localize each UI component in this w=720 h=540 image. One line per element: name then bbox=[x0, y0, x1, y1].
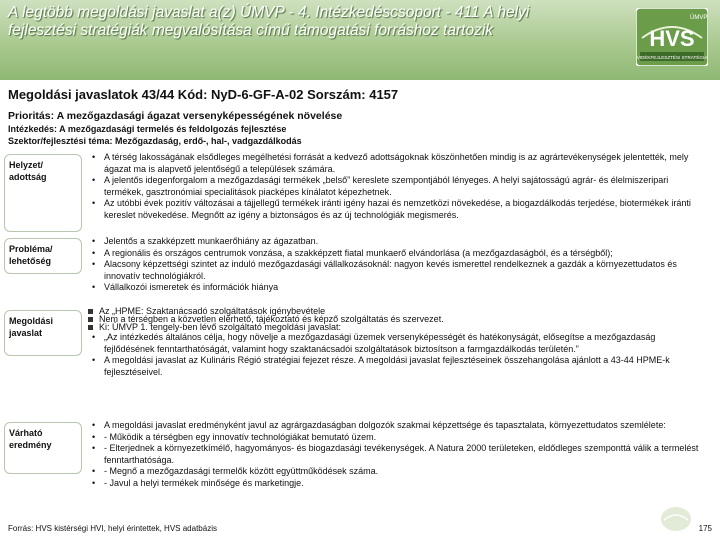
proposal-list bbox=[92, 332, 704, 378]
measure-line: Intézkedés: A mezőgazdasági termelés és feldolgozás fejlesztése bbox=[8, 124, 287, 134]
list-item: • - Megnő a mezőgazdasági termelők között együttműködések száma. bbox=[92, 466, 704, 478]
header-banner bbox=[0, 0, 720, 80]
outcome-label: Várható eredmény bbox=[4, 422, 82, 474]
logo-small-text: ÚMVP bbox=[690, 15, 708, 21]
list-item: • A jelentős idegenforgalom a mezőgazdasági termékek „belső” kereslete szempontjából lényeges. A helyi sajátosságú agrár- és élelmiszeripari termékek, gasztronómiai specialitások piacképes kínálatot képezhetnek. bbox=[92, 175, 704, 198]
list-item: • Vállalkozói ismeretek és információk hiánya bbox=[92, 282, 704, 294]
list-item: • A térség lakosságának elsődleges megélhetési forrását a kedvező adottságoknak köszönhetően mindig is az agrártevékenységek jelentették, mely ágazat ma is alapvető jelentőségű a települések számára. bbox=[92, 152, 704, 175]
overlap-line: Az „HPME: Szaktanácsadó szolgáltatások igénybevétele bbox=[99, 306, 326, 316]
list-item: • „Az intézkedés általános célja, hogy növelje a mezőgazdasági üzemek versenyképességét és hatékonyságát, elősegítse a mezőgazdaság fejlődésének fenntarthatóságát, valamint hogy szaktanácsadói szolgáltatások biztosítson a farmgazdálkodás területén.” bbox=[92, 332, 704, 355]
problem-list bbox=[92, 236, 704, 294]
overlap-line: Nem a térségben a közvetlen elérhető, tájékoztató és képző szolgáltatás és szervezet. bbox=[99, 314, 444, 324]
outcome-list bbox=[92, 420, 704, 490]
list-item: • Jelentős a szakképzett munkaerőhiány az ágazatban. bbox=[92, 236, 704, 248]
list-item: • - Javul a helyi termékek minősége és marketingje. bbox=[92, 478, 704, 490]
list-item: • A regionális és országos centrumok vonzása, a szakképzett fiatal munkaerő elvándorlása (a mezőgazdaságból, és a térségből); bbox=[92, 248, 704, 260]
logo-text: HVS bbox=[649, 26, 695, 51]
logo-subtext: VIDÉKFEJLESZTÉSI STRATÉGIA bbox=[636, 55, 708, 60]
list-item: • A megoldási javaslat az Kulináris Régió stratégiai fejezet része. A megoldási javaslat fejlesztéseinek összehangolása ajánlott a 43-44 HPME-k fejlesztéseivel. bbox=[92, 355, 704, 378]
page-number: 175 bbox=[698, 524, 712, 533]
header-title: A legtöbb megoldási javaslat a(z) ÚMVP - 4. Intézkedéscsoport - 411 A helyi fejlesztési stratégiák megvalósítása című támogatási forráshoz tartozik bbox=[8, 4, 530, 39]
situation-label: Helyzet/ adottság bbox=[4, 154, 82, 232]
list-item: • - Elterjednek a környezetkímélő, hagyományos- és biogazdasági tevékenységek. A Natura 2000 területeken, eldődleges szemponttá válik a termelést fenntarthatósága. bbox=[92, 443, 704, 466]
footer-source: Forrás: HVS kistérségi HVI, helyi érintettek, HVS adatbázis bbox=[8, 524, 217, 533]
priority-line: Prioritás: A mezőgazdasági ágazat versenyképességének növelése bbox=[8, 110, 343, 122]
page-title: Megoldási javaslatok 43/44 Kód: NyD-6-GF-A-02 Sorszám: 4157 bbox=[8, 87, 399, 102]
list-item: • A megoldási javaslat eredményként javul az agrárgazdaságban dolgozók szakmai képzettsége és tapasztalata, környezettudatos szemlélete: bbox=[92, 420, 704, 432]
list-item: • Alacsony képzettségi szintet az induló mezőgazdasági vállalkozásoknál: nagyon kevés ismerettel rendelkeznek a gazdák a környezettudatos és innovatív technológiákról. bbox=[92, 259, 704, 282]
overlap-line: Ki: ÚMVP 1. tengely-ben lévő szolgáltató megoldási javaslat: bbox=[99, 322, 341, 332]
small-logo-watermark bbox=[660, 506, 692, 532]
bullet-square-icon bbox=[88, 325, 93, 330]
list-item: • - Működik a térségben egy innovatív technológiákat bemutató üzem. bbox=[92, 432, 704, 444]
proposal-label: Megoldási javaslat bbox=[4, 310, 82, 356]
list-item: • Az utóbbi évek pozitív változásai a tájjellegű termékek iránti igény hazai és nemzetközi növekedése, a biogazdálkodás terjedése, biotermékek iránti kereslet növekedése. Megnőtt az igény a biztonságos és az új technológiák megismerés. bbox=[92, 198, 704, 221]
hvs-logo bbox=[636, 8, 708, 66]
title-block bbox=[8, 87, 708, 147]
situation-list bbox=[92, 152, 704, 222]
sector-line: Szektor/fejlesztési téma: Mezőgazdaság, erdő-, hal-, vadgazdálkodás bbox=[8, 136, 302, 146]
problem-label: Probléma/ lehetőség bbox=[4, 238, 82, 274]
